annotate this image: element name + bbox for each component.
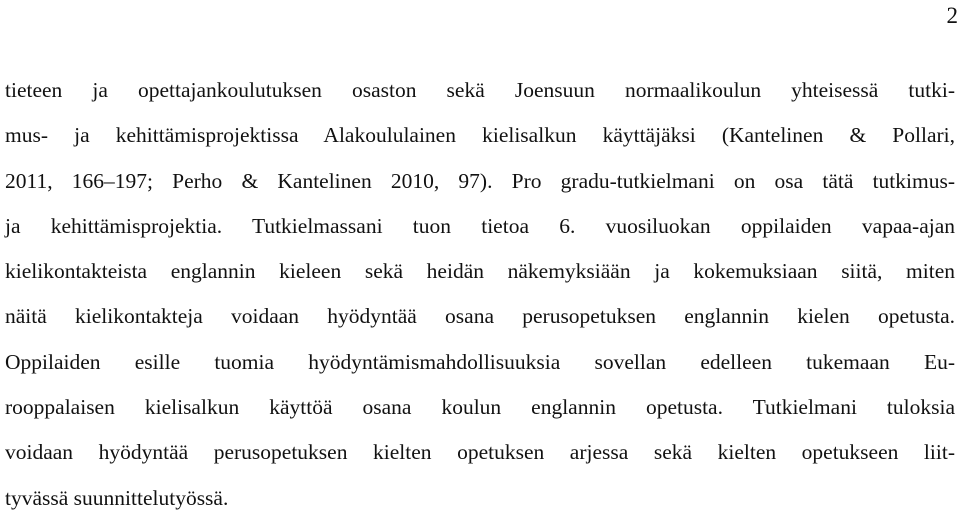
paragraph-line: tieteen ja opettajankoulutuksen osaston sekä Joensuun normaalikoulun yhteisessä tutki- xyxy=(5,78,955,102)
paragraph-line: voidaan hyödyntää perusopetuksen kielten opetuksen arjessa sekä kielten opetukseen liit- xyxy=(5,440,955,465)
page-number: 2 xyxy=(946,3,958,28)
paragraph-line: mus- ja kehittämisprojektissa Alakoululainen kielisalkun käyttäjäksi (Kantelinen & Pollari, xyxy=(5,123,955,148)
paragraph-line: tyvässä suunnittelutyössä. xyxy=(5,485,229,510)
paragraph-line: 2011, 166–197; Perho & Kantelinen 2010, 97). Pro gradu-tutkielmani on osa tätä tutkimus- xyxy=(5,168,955,193)
paragraph-line: ja kehittämisprojektia. Tutkielmassani tuon tietoa 6. vuosiluokan oppilaiden vapaa-ajan xyxy=(5,213,955,238)
paragraph-line: näitä kielikontakteja voidaan hyödyntää osana perusopetuksen englannin kielen opetusta. xyxy=(5,304,955,329)
body-paragraph xyxy=(5,68,955,521)
paragraph-line: rooppalaisen kielisalkun käyttöä osana koulun englannin opetusta. Tutkielmani tuloksia xyxy=(5,395,955,420)
paragraph-line: kielikontakteista englannin kieleen sekä heidän näkemyksiään ja kokemuksiaan siitä, miten xyxy=(5,259,955,284)
paragraph-line: Oppilaiden esille tuomia hyödyntämismahdollisuuksia sovellan edelleen tukemaan Eu- xyxy=(5,349,955,374)
